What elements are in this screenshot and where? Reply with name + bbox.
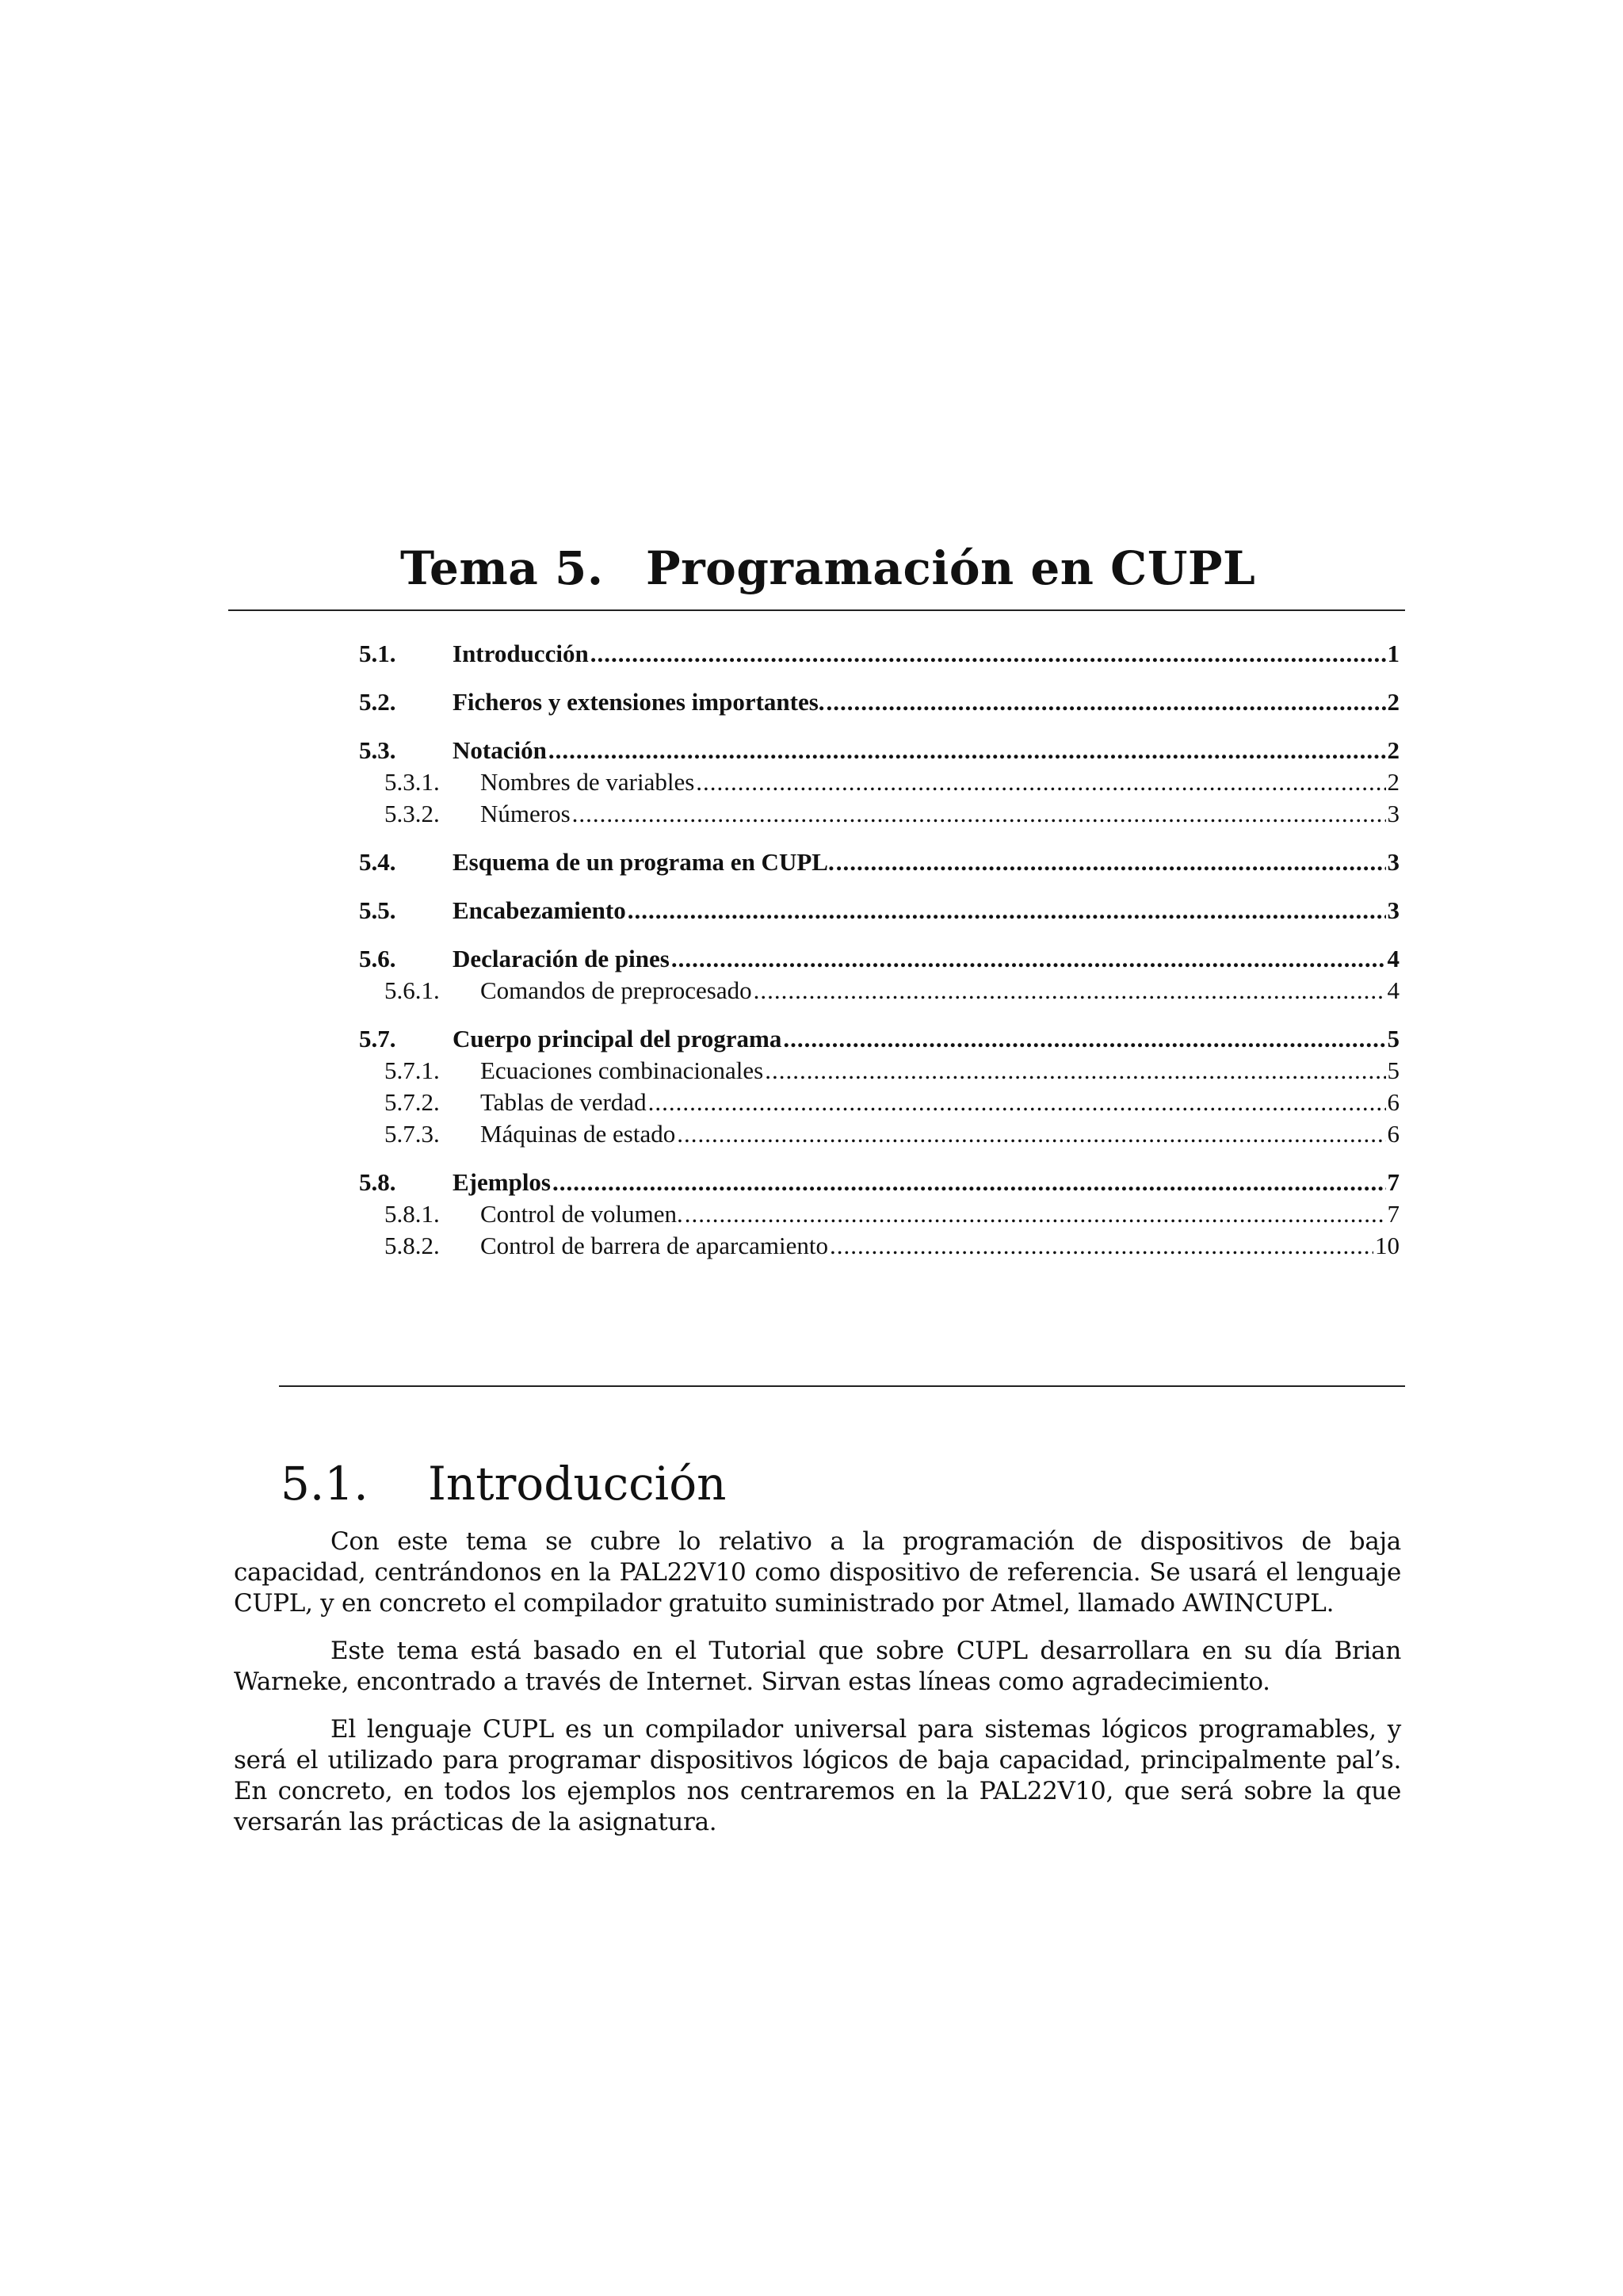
toc-entry-number: 5.7.2.: [384, 1088, 440, 1116]
chapter-name: Programación en CUPL: [646, 541, 1256, 595]
table-of-contents: [359, 638, 1400, 1262]
toc-entry-number: 5.4.: [359, 848, 396, 876]
toc-dot-leader: [552, 1167, 1386, 1198]
toc-dot-leader: [830, 1230, 1373, 1262]
paragraph: Este tema está basado en el Tutorial que sobre CUPL desarrollara en su día Brian Warneke, encontrado a través de Internet. Sirvan estas líneas como agradecimiento.: [234, 1637, 1401, 1696]
toc-entry-page: 4: [1387, 945, 1400, 972]
chapter-divider-bottom: [279, 1385, 1405, 1387]
toc-entry-number: 5.8.1.: [384, 1200, 440, 1228]
toc-dot-leader: [836, 846, 1386, 878]
toc-entry-page: 3: [1387, 896, 1400, 924]
toc-dot-leader: [827, 686, 1386, 718]
section-title: Introducción: [428, 1457, 727, 1511]
toc-entry[interactable]: [359, 975, 1400, 1007]
toc-entry-page: 2: [1387, 688, 1400, 716]
toc-entry-page: 1: [1387, 640, 1400, 667]
toc-entry-label: Control de barrera de aparcamiento: [480, 1232, 828, 1259]
toc-dot-leader: [628, 895, 1386, 926]
toc-entry-label: Tablas de verdad: [480, 1088, 647, 1116]
toc-entry-label: Declaración de pines: [453, 945, 670, 972]
section-body: [234, 1526, 1401, 1855]
toc-entry-page: 2: [1387, 736, 1400, 764]
toc-entry-number: 5.3.2.: [384, 800, 440, 827]
toc-entry[interactable]: [359, 943, 1400, 975]
toc-entry-number: 5.1.: [359, 640, 396, 667]
chapter-title: [400, 541, 1256, 595]
toc-entry[interactable]: [359, 638, 1400, 670]
toc-entry-page: 4: [1387, 976, 1400, 1004]
toc-entry-label: Ejemplos: [453, 1168, 551, 1196]
toc-entry-number: 5.6.1.: [384, 976, 440, 1004]
toc-entry[interactable]: [359, 1198, 1400, 1230]
chapter-divider-top: [228, 609, 1405, 611]
toc-dot-leader: [572, 798, 1386, 830]
toc-entry-label: Control de volumen.: [480, 1200, 683, 1228]
toc-entry[interactable]: [359, 846, 1400, 878]
toc-entry[interactable]: [359, 686, 1400, 718]
toc-entry-label: Ecuaciones combinacionales: [480, 1056, 764, 1084]
toc-entry[interactable]: [359, 1087, 1400, 1118]
toc-entry-number: 5.7.1.: [384, 1056, 440, 1084]
toc-entry[interactable]: [359, 766, 1400, 798]
toc-entry-label: Máquinas de estado: [480, 1120, 676, 1148]
toc-entry-label: Introducción: [453, 640, 589, 667]
toc-entry-page: 5: [1387, 1025, 1400, 1052]
toc-dot-leader: [677, 1118, 1385, 1150]
toc-entry-label: Números: [480, 800, 571, 827]
toc-entry-page: 3: [1387, 848, 1400, 876]
toc-entry[interactable]: [359, 1023, 1400, 1055]
toc-entry-page: 5: [1387, 1056, 1400, 1084]
toc-dot-leader: [754, 975, 1386, 1007]
toc-dot-leader: [783, 1023, 1385, 1055]
toc-entry-page: 3: [1387, 800, 1400, 827]
toc-entry[interactable]: [359, 1167, 1400, 1198]
toc-dot-leader: [685, 1198, 1386, 1230]
toc-entry[interactable]: [359, 798, 1400, 830]
toc-entry-label: Esquema de un programa en CUPL.: [453, 848, 834, 876]
toc-entry-label: Notación: [453, 736, 547, 764]
toc-entry-number: 5.8.: [359, 1168, 396, 1196]
paragraph: Con este tema se cubre lo relativo a la programación de dispositivos de baja capacidad, centrándonos en la PAL22V10 como dispositivo de referencia. Se usará el lenguaje CUPL, y en concreto el compilador gratuito suministrado por Atmel, llamado AWINCUPL.: [234, 1527, 1401, 1618]
toc-entry-number: 5.7.: [359, 1025, 396, 1052]
toc-dot-leader: [671, 943, 1386, 975]
section-number: 5.1.: [281, 1457, 369, 1511]
toc-entry-page: 10: [1375, 1232, 1400, 1259]
toc-entry[interactable]: [359, 895, 1400, 926]
toc-entry-number: 5.8.2.: [384, 1232, 440, 1259]
toc-dot-leader: [548, 735, 1386, 766]
section-heading: [281, 1457, 727, 1511]
toc-entry-page: 6: [1387, 1120, 1400, 1148]
toc-entry-number: 5.3.1.: [384, 768, 440, 796]
toc-entry-page: 7: [1387, 1200, 1400, 1228]
toc-entry[interactable]: [359, 735, 1400, 766]
toc-entry-number: 5.5.: [359, 896, 396, 924]
toc-dot-leader: [696, 766, 1385, 798]
toc-entry-number: 5.6.: [359, 945, 396, 972]
toc-entry-label: Nombres de variables: [480, 768, 695, 796]
toc-entry-number: 5.2.: [359, 688, 396, 716]
toc-entry-page: 6: [1387, 1088, 1400, 1116]
toc-entry-page: 7: [1387, 1168, 1400, 1196]
toc-entry-label: Encabezamiento: [453, 896, 626, 924]
toc-dot-leader: [590, 638, 1386, 670]
toc-entry-label: Ficheros y extensiones importantes.: [453, 688, 825, 716]
toc-entry[interactable]: [359, 1055, 1400, 1087]
toc-entry[interactable]: [359, 1118, 1400, 1150]
toc-dot-leader: [765, 1055, 1385, 1087]
toc-entry-label: Cuerpo principal del programa: [453, 1025, 782, 1052]
toc-entry[interactable]: [359, 1230, 1400, 1262]
toc-dot-leader: [648, 1087, 1386, 1118]
chapter-number: Tema 5.: [400, 541, 604, 595]
toc-entry-number: 5.3.: [359, 736, 396, 764]
paragraph: El lenguaje CUPL es un compilador universal para sistemas lógicos programables, y será el utilizado para programar dispositivos lógicos de baja capacidad, principalmente pal’s. En concreto, en todos los ejemplos nos centraremos en la PAL22V10, que será sobre la que versarán las prácticas de la asignatura.: [234, 1715, 1401, 1836]
toc-entry-page: 2: [1387, 768, 1400, 796]
toc-entry-label: Comandos de preprocesado: [480, 976, 752, 1004]
toc-entry-number: 5.7.3.: [384, 1120, 440, 1148]
